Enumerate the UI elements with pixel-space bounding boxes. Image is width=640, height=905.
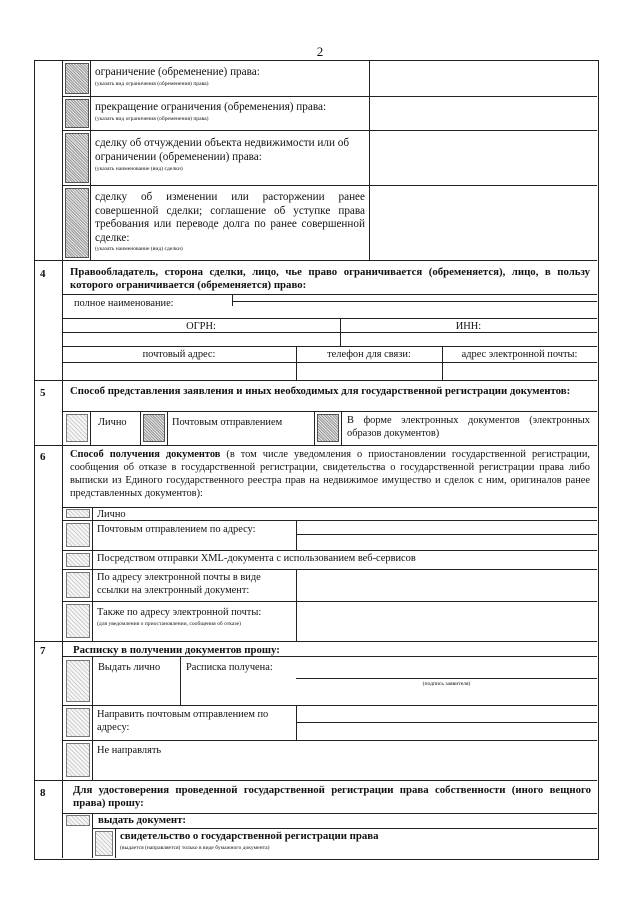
- divider: [369, 60, 370, 260]
- checkbox-electronic[interactable]: [317, 414, 339, 442]
- checkbox-in-person[interactable]: [66, 414, 88, 442]
- divider: [92, 656, 93, 780]
- checkbox-do-not-send[interactable]: [66, 743, 90, 777]
- alienation-deal-note: (указать наименование (вид) сделки): [95, 166, 183, 172]
- checkbox-alienation-deal[interactable]: [65, 133, 89, 183]
- restriction-termination-note: (указать вид ограничения (обременения) права): [95, 116, 209, 122]
- divider: [167, 411, 168, 445]
- divider: [90, 411, 91, 445]
- checkbox-receive-in-person[interactable]: [66, 509, 90, 518]
- divider: [140, 411, 141, 445]
- do-not-send-label: Не направлять: [97, 745, 162, 756]
- restriction-value-field[interactable]: [371, 61, 596, 95]
- divider: [34, 260, 597, 261]
- divider: [34, 780, 597, 781]
- option-electronic: В форме электронных документов (электронных образов документов): [347, 415, 590, 439]
- inn-label: ИНН:: [455, 321, 482, 332]
- divider: [62, 550, 597, 551]
- phone-input[interactable]: [297, 363, 441, 379]
- full-name-input[interactable]: [234, 295, 596, 317]
- certificate-label: свидетельство о государственной регистрации права: [120, 830, 379, 842]
- restriction-termination-value-field[interactable]: [371, 97, 596, 129]
- section-7-title: Расписку в получении документов прошу:: [73, 644, 280, 656]
- section-4-title: Правообладатель, сторона сделки, лицо, чье право ограничивается (обременяется), лицо, в пользу которого ограничивается (обременяется) право:: [70, 266, 590, 291]
- section-6-number: 6: [40, 451, 46, 463]
- ogrn-label: ОГРН:: [186, 321, 216, 332]
- postal-address-label: почтовый адрес:: [142, 349, 216, 360]
- divider: [34, 641, 597, 642]
- email-link-input[interactable]: [297, 570, 596, 600]
- divider: [90, 60, 91, 260]
- email-link-label: По адресу электронной почты в виде ссылки на электронный документ:: [97, 572, 261, 596]
- checkbox-issue-document[interactable]: [66, 815, 90, 826]
- section-5-title: Способ представления заявления и иных необходимых для государственной регистрации документов:: [70, 385, 571, 397]
- divider: [92, 813, 93, 858]
- receipt-in-person-label: Выдать лично: [98, 662, 161, 673]
- signature-field[interactable]: [297, 658, 596, 678]
- divider: [62, 740, 597, 741]
- checkbox-email-link[interactable]: [66, 572, 90, 598]
- section-8-number: 8: [40, 787, 46, 799]
- alienation-deal-value-field[interactable]: [371, 131, 596, 184]
- deal-change-value-field[interactable]: [371, 186, 596, 259]
- divider: [62, 60, 63, 260]
- divider: [180, 656, 181, 705]
- checkbox-restriction[interactable]: [65, 63, 89, 94]
- checkbox-also-email[interactable]: [66, 604, 90, 638]
- divider: [34, 380, 597, 381]
- checkbox-receive-by-mail[interactable]: [66, 523, 90, 547]
- checkbox-by-mail[interactable]: [143, 414, 165, 442]
- section-6-title-bold: Способ получения документов: [70, 449, 221, 460]
- receipt-received-label: Расписка получена:: [186, 662, 273, 673]
- signature-note: (подпись заявителя): [422, 681, 471, 687]
- divider: [232, 294, 233, 306]
- inn-input[interactable]: [341, 333, 596, 345]
- divider: [62, 641, 63, 780]
- divider: [62, 346, 597, 347]
- restriction-termination-label: прекращение ограничения (обременения) права:: [95, 101, 327, 113]
- section-7-number: 7: [40, 645, 46, 657]
- restriction-label: ограничение (обременение) права:: [95, 66, 260, 78]
- restriction-note: (указать вид ограничения (обременения) права): [95, 81, 209, 87]
- receive-in-person-label: Лично: [97, 509, 126, 520]
- receive-by-mail-label: Почтовым отправлением по адресу:: [97, 524, 256, 535]
- section-6-title: [70, 448, 590, 500]
- section-6-title-rest: (в том числе уведомления о приостановлении государственной регистрации, сообщения об отказе в государственной регистрации, свидетельства о государственной регистрации права либо выписки из Единого государственного реестра прав на недвижимое имущество и сделок с ним, оригиналов ранее представленных документов):: [70, 449, 590, 499]
- checkbox-receipt-by-mail[interactable]: [66, 708, 90, 737]
- certificate-note: (выдается (направляется) только в виде бумажного документа): [120, 845, 270, 851]
- divider: [62, 507, 597, 508]
- receipt-mail-address-input[interactable]: [297, 706, 596, 739]
- full-name-label: полное наименование:: [74, 298, 174, 309]
- receipt-by-mail-label: Направить почтовым отправлением по адресу:: [97, 709, 269, 733]
- phone-label: телефон для связи:: [327, 349, 411, 360]
- divider: [62, 411, 597, 412]
- divider: [34, 445, 597, 446]
- issue-document-label: выдать документ:: [98, 814, 187, 826]
- divider: [92, 507, 93, 641]
- email-input[interactable]: [443, 363, 596, 379]
- divider: [314, 411, 315, 445]
- checkbox-certificate[interactable]: [95, 831, 113, 856]
- also-email-label: Также по адресу электронной почты:: [97, 607, 262, 618]
- option-by-mail: Почтовым отправлением: [172, 417, 283, 428]
- divider: [62, 318, 597, 319]
- divider: [115, 828, 116, 858]
- checkbox-restriction-termination[interactable]: [65, 99, 89, 128]
- option-in-person: Лично: [98, 417, 127, 428]
- also-email-note: (для уведомления о приостановлении, сообщения об отказе): [97, 621, 241, 627]
- divider: [92, 828, 597, 829]
- divider: [62, 445, 63, 641]
- ogrn-input[interactable]: [63, 333, 339, 345]
- section-5-number: 5: [40, 387, 46, 399]
- email-label: адрес электронной почты:: [461, 349, 578, 360]
- checkbox-receipt-in-person[interactable]: [66, 660, 90, 702]
- deal-change-note: (указать наименование (вид) сделки): [95, 246, 183, 252]
- section-4-number: 4: [40, 268, 46, 280]
- also-email-input[interactable]: [297, 602, 596, 640]
- divider: [341, 411, 342, 445]
- divider: [62, 656, 597, 657]
- page-number: 2: [316, 44, 324, 59]
- divider: [62, 380, 63, 445]
- section-8-title: Для удостоверения проведенной государственной регистрации права собственности (иного вещного права) прошу:: [73, 784, 591, 809]
- mail-address-input[interactable]: [297, 521, 596, 549]
- postal-address-input[interactable]: [63, 363, 295, 379]
- checkbox-xml-webservice[interactable]: [66, 553, 90, 567]
- divider: [296, 678, 597, 679]
- divider: [62, 780, 63, 858]
- checkbox-deal-change[interactable]: [65, 188, 89, 258]
- deal-change-label: сделку об изменении или расторжении ранее совершенной сделки; соглашение об уступке права требования или переводе долга по ранее совершенной сделке:: [95, 191, 365, 244]
- alienation-deal-label: сделку об отчуждении объекта недвижимости или об ограничении (обременении) права:: [95, 137, 350, 163]
- xml-webservice-label: Посредством отправки XML-документа с использованием веб-сервисов: [97, 553, 416, 564]
